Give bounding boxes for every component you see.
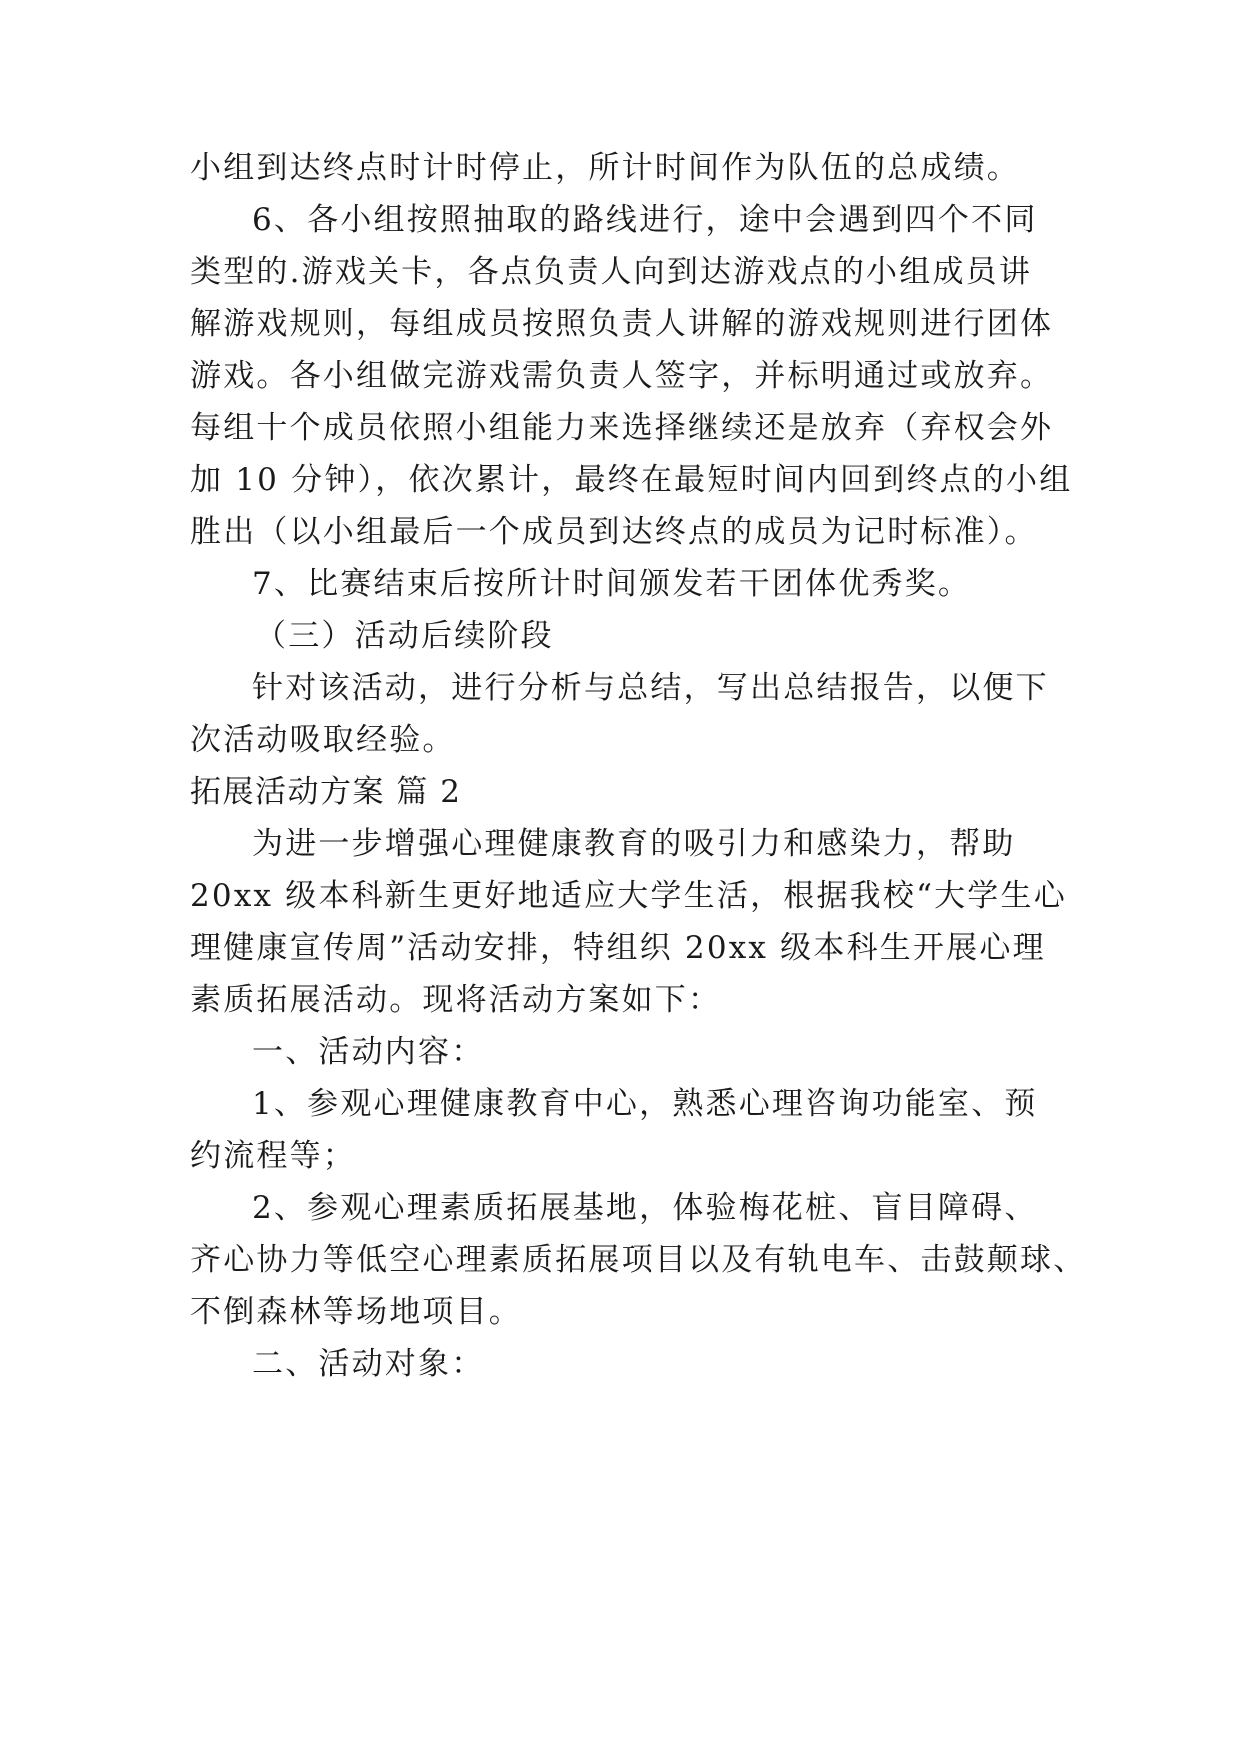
list-item-line: 齐心协力等低空心理素质拓展项目以及有轨电车、击鼓颠球、: [190, 1242, 1087, 1278]
section-subheading: 一、活动内容：: [252, 1034, 485, 1070]
paragraph-line: 每组十个成员依照小组能力来选择继续还是放弃（弃权会外: [190, 410, 1054, 446]
paragraph-line: 解游戏规则，每组成员按照负责人讲解的游戏规则进行团体: [190, 306, 1054, 342]
section-subheading: （三）活动后续阶段: [255, 618, 554, 654]
paragraph-line: 素质拓展活动。现将活动方案如下：: [190, 982, 722, 1018]
list-item-line: 2、参观心理素质拓展基地，体验梅花桩、盲目障碍、: [252, 1190, 1038, 1226]
paragraph-line: 理健康宣传周”活动安排，特组织 20xx 级本科生开展心理: [190, 930, 1046, 966]
list-item-line: 不倒森林等场地项目。: [190, 1294, 522, 1330]
list-item-line: 约流程等；: [190, 1138, 356, 1174]
paragraph-line: 小组到达终点时计时停止，所计时间作为队伍的总成绩。: [190, 150, 1020, 186]
paragraph-line: 游戏。各小组做完游戏需负责人签字，并标明通过或放弃。: [190, 358, 1054, 394]
section-title: 拓展活动方案 篇 2: [190, 774, 462, 810]
paragraph-line: 加 10 分钟），依次累计，最终在最短时间内回到终点的小组: [190, 462, 1073, 498]
paragraph-line: 20xx 级本科新生更好地适应大学生活，根据我校“大学生心: [190, 878, 1067, 914]
paragraph-line: 次活动吸取经验。: [190, 722, 456, 758]
paragraph-line: 7、比赛结束后按所计时间颁发若干团体优秀奖。: [252, 566, 972, 602]
section-subheading: 二、活动对象：: [252, 1346, 485, 1382]
list-item-line: 1、参观心理健康教育中心，熟悉心理咨询功能室、预: [252, 1086, 1038, 1122]
paragraph-line: 针对该活动，进行分析与总结，写出总结报告，以便下: [252, 670, 1049, 706]
paragraph-line: 6、各小组按照抽取的路线进行，途中会遇到四个不同: [252, 202, 1038, 238]
paragraph-line: 胜出（以小组最后一个成员到达终点的成员为记时标准）。: [190, 514, 1038, 550]
paragraph-line: 为进一步增强心理健康教育的吸引力和感染力，帮助: [252, 826, 1016, 862]
paragraph-line: 类型的.游戏关卡，各点负责人向到达游戏点的小组成员讲: [190, 254, 1033, 290]
